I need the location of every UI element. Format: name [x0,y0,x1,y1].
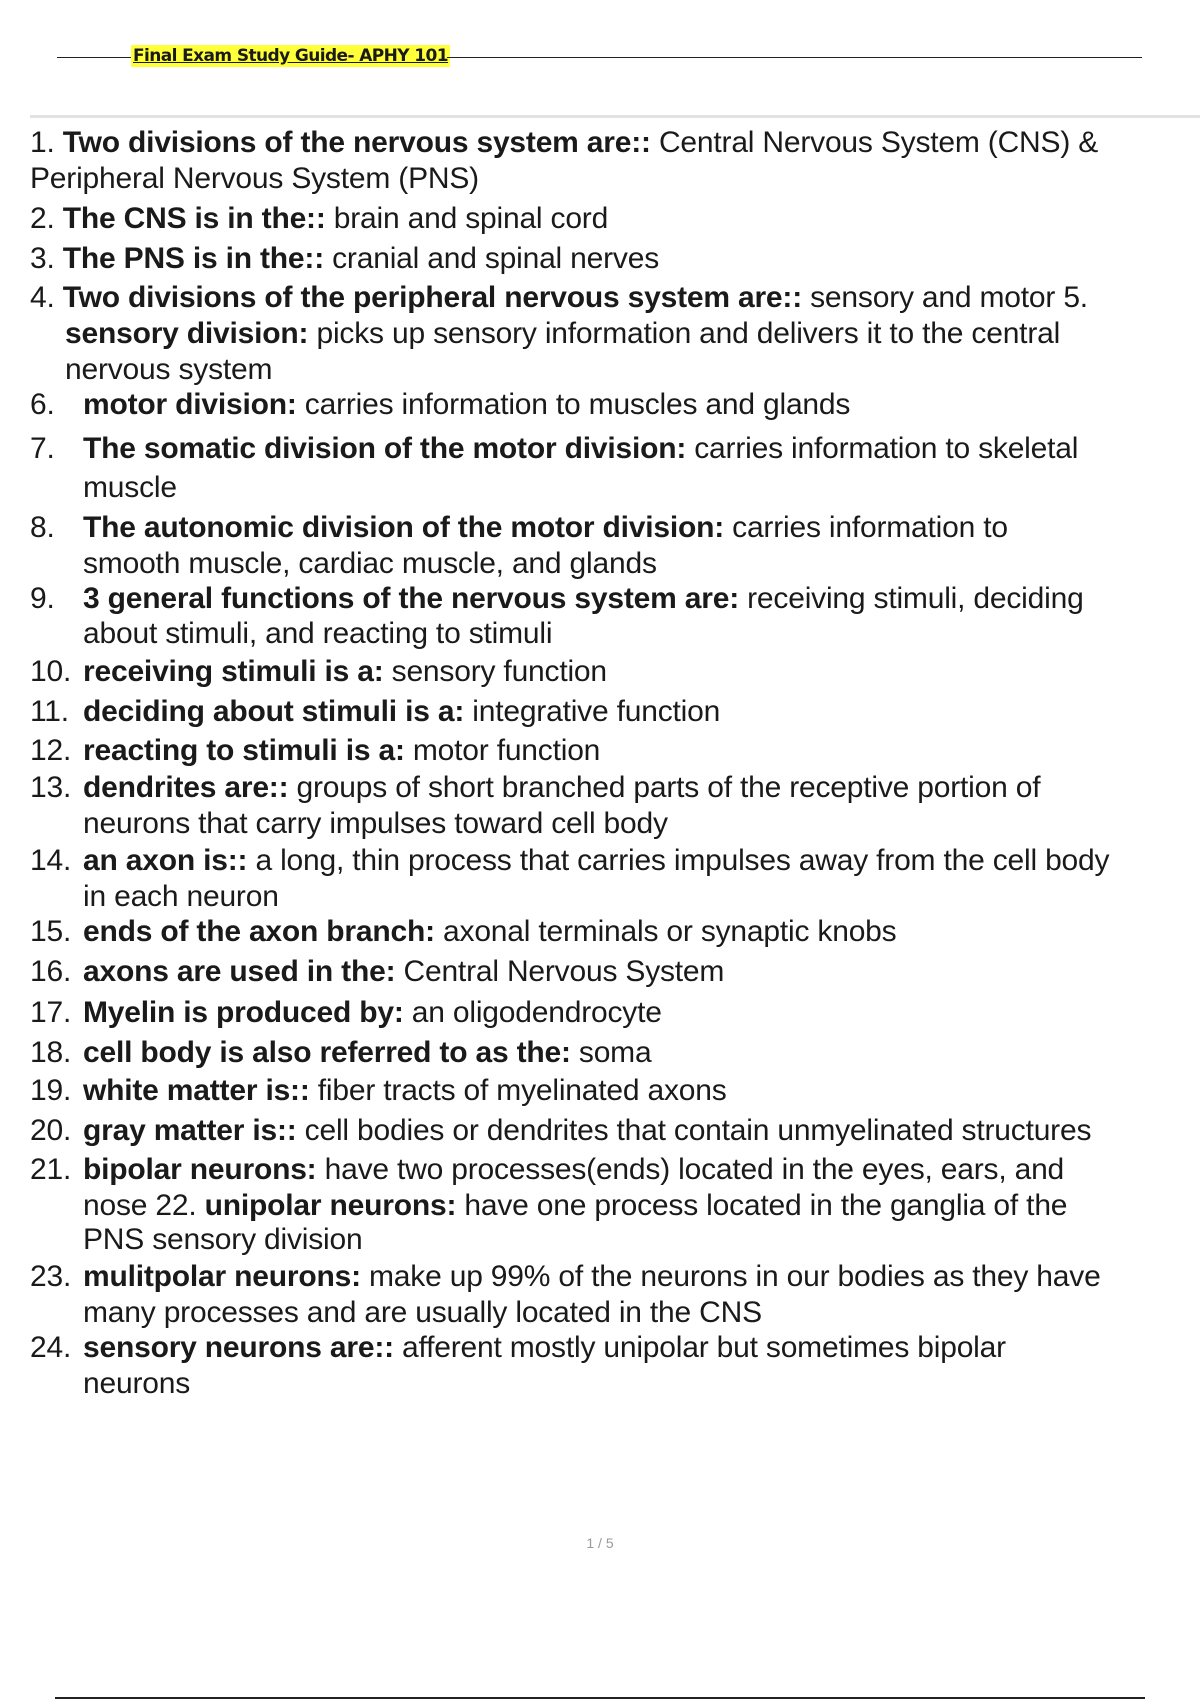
list-item: 15. ends of the axon branch: axonal terminals or synaptic knobs [30,915,897,948]
bottom-rule [55,1697,1145,1699]
list-item: 12. reacting to stimuli is a: motor function [30,734,601,767]
list-item: 18. cell body is also referred to as the: soma [30,1036,652,1069]
list-item-continued: neurons that carry impulses toward cell body [83,807,668,840]
list-item: 23. mulitpolar neurons: make up 99% of the neurons in our bodies as they have [30,1260,1101,1293]
list-item-continued: many processes and are usually located in the CNS [83,1296,762,1329]
list-item-continued: muscle [83,471,177,504]
list-item: 6. motor division: carries information to muscles and glands [30,388,851,421]
list-item: 10. receiving stimuli is a: sensory function [30,655,607,688]
list-item: 19. white matter is:: fiber tracts of myelinated axons [30,1074,727,1107]
list-item: 1. Two divisions of the nervous system are:: Central Nervous System (CNS) & [30,126,1099,159]
header-title: Final Exam Study Guide- APHY 101 [133,46,448,66]
list-item: 11. deciding about stimuli is a: integrative function [30,695,721,728]
list-item: 20. gray matter is:: cell bodies or dendrites that contain unmyelinated structures [30,1114,1092,1147]
list-item-continued: nose 22. unipolar neurons: have one process located in the ganglia of the [83,1189,1068,1222]
list-item-continued: nervous system [65,353,273,386]
list-item: 4. Two divisions of the peripheral nervous system are:: sensory and motor 5. [30,281,1088,314]
list-item-continued: PNS sensory division [83,1223,363,1256]
list-item: 24. sensory neurons are:: afferent mostly unipolar but sometimes bipolar [30,1331,1006,1364]
list-item: 17. Myelin is produced by: an oligodendrocyte [30,996,662,1029]
list-item-continued: in each neuron [83,880,279,913]
list-item-continued: neurons [83,1367,191,1400]
list-item-continued: smooth muscle, cardiac muscle, and glands [83,547,657,580]
list-item: 16. axons are used in the: Central Nervous System [30,955,725,988]
list-item: 13. dendrites are:: groups of short branched parts of the receptive portion of [30,771,1041,804]
list-item-continued: Peripheral Nervous System (PNS) [30,162,479,195]
list-item: 2. The CNS is in the:: brain and spinal cord [30,202,609,235]
list-item: sensory division: picks up sensory information and delivers it to the central [65,317,1061,350]
list-item: 9. 3 general functions of the nervous system are: receiving stimuli, deciding [30,582,1084,615]
list-item: 14. an axon is:: a long, thin process that carries impulses away from the cell body [30,844,1110,877]
list-item-continued: about stimuli, and reacting to stimuli [83,617,553,650]
list-item: 8. The autonomic division of the motor division: carries information to [30,511,1008,544]
list-item: 21. bipolar neurons: have two processes(ends) located in the eyes, ears, and [30,1153,1065,1186]
page-number: 1 / 5 [586,1535,614,1551]
list-item: 3. The PNS is in the:: cranial and spinal nerves [30,242,659,275]
list-item: 7. The somatic division of the motor division: carries information to skeletal [30,432,1079,465]
